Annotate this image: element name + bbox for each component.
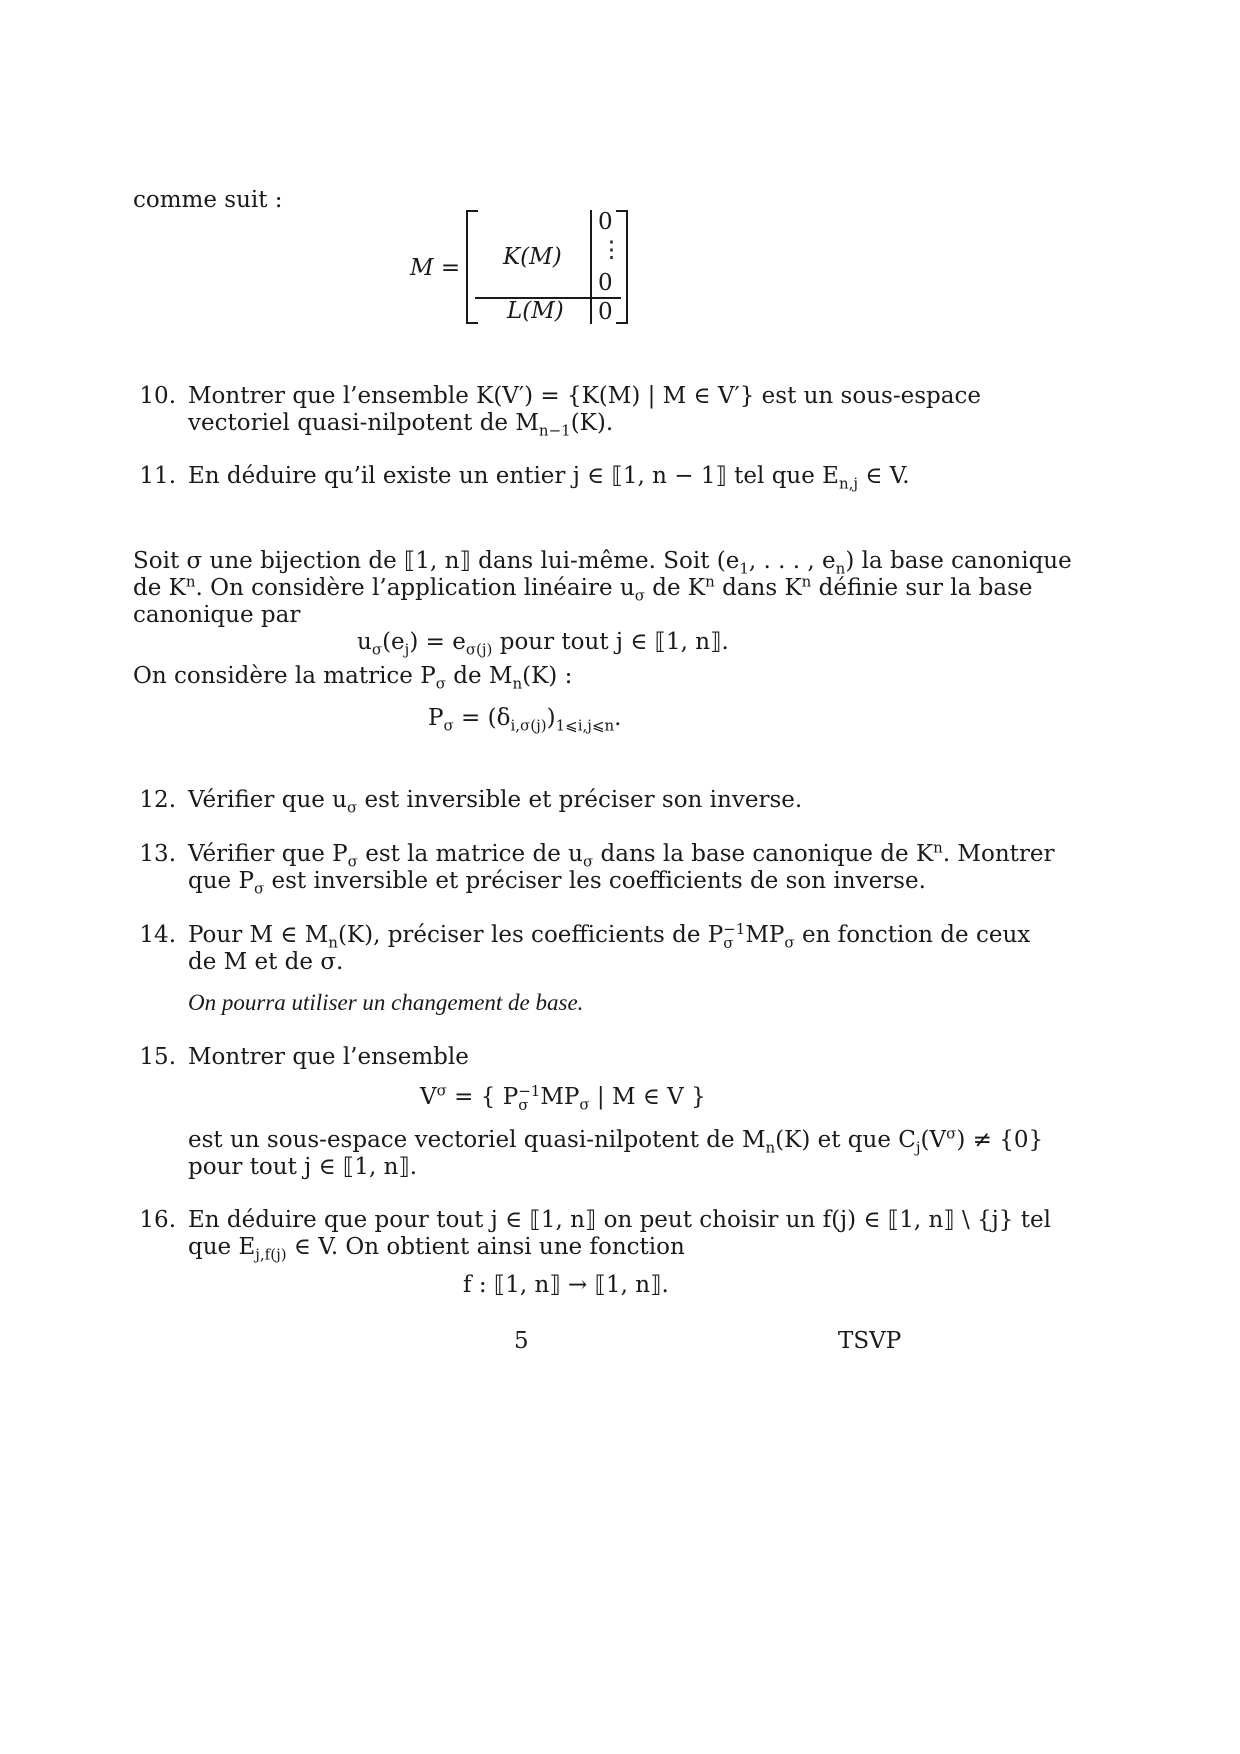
col-entry-dots: ⋮ [600,237,623,263]
item-line: Vérifier que $u_\sigma$ est inversible et préciser son inverse. [188,787,803,817]
item-line: pour tout j ∈ ⟦1, n⟧. [188,1154,418,1180]
item-line: En déduire qu’il existe un entier j ∈ ⟦1, n − 1⟧ tel que $E_{n,j}$ ∈ V. [188,463,910,493]
item-line: Montrer que l’ensemble [188,1044,469,1070]
item-line: Montrer que l’ensemble K(V′) = {K(M) | M ∈ V′} est un sous-espace [188,383,981,409]
item-number: 13. [139,841,176,867]
item-line: vectoriel quasi-nilpotent de $M_{n-1}(K)$. [188,410,614,440]
item-number: 16. [139,1207,176,1233]
item-line: de M et de σ. [188,949,344,975]
item-number: 14. [139,922,176,948]
item-line: que $P_\sigma$ est inversible et préciser les coefficients de son inverse. [188,868,926,898]
item-number: 10. [139,383,176,409]
l-block-label: L(M) [507,298,564,324]
formula-p-sigma: $P_\sigma = (\delta_{i,\sigma(j)})_{1⩽i,j⩽n}$. [428,705,622,735]
item-number: 11. [139,463,176,489]
matrix-vertical-rule [590,210,592,324]
hint-text: On pourra utiliser un changement de base. [188,990,584,1015]
page-number: 5 [514,1328,529,1354]
para-line: de $K^n$. On considère l’application linéaire $u_\sigma$ de $K^n$ dans $K^n$ définie sur la base [133,572,1033,605]
para-line: Soit σ une bijection de ⟦1, n⟧ dans lui-même. Soit ($e_1$, . . . , $e_n$) la base canonique [133,548,1072,578]
intro-text: comme suit : [133,187,283,213]
left-bracket [466,210,478,324]
tsvp-label: TSVP [838,1328,902,1354]
formula-u-sigma: $u_\sigma(e_j) = e_{\sigma(j)}$ pour tout j ∈ ⟦1, n⟧. [357,629,729,659]
para-line: On considère la matrice $P_\sigma$ de $M_n(K)$ : [133,663,573,693]
col-entry-mid: 0 [598,270,613,296]
item-line: que $E_{j,f(j)}$ ∈ V. On obtient ainsi une fonction [188,1234,685,1264]
item-line: En déduire que pour tout j ∈ ⟦1, n⟧ on peut choisir un f(j) ∈ ⟦1, n⟧ \ {j} tel [188,1207,1051,1233]
item-number: 15. [139,1044,176,1070]
item-line: Pour M ∈ $M_n(K)$, préciser les coefficients de P −1 σ $MP_\sigma$ en fonction de ceux [188,920,1031,952]
col-entry-bottom: 0 [598,299,613,325]
formula-v-sigma: $V^\sigma$ = { P −1 σ $MP_\sigma$ | M ∈ V } [420,1081,706,1114]
item-line: est un sous-espace vectoriel quasi-nilpotent de $M_n(K)$ et que $C_j(V^\sigma) \ne \{0\}$ [188,1124,1044,1157]
para-line: canonique par [133,602,301,628]
right-bracket [616,210,628,324]
item-number: 12. [139,787,176,813]
k-block-label: K(M) [503,244,562,270]
col-entry-top: 0 [598,209,613,235]
item-line: Vérifier que $P_\sigma$ est la matrice de $u_\sigma$ dans la base canonique de $K^n$. Montrer [188,838,1055,871]
matrix-lhs: M = [410,255,461,281]
formula-f: f : ⟦1, n⟧ → ⟦1, n⟧. [463,1272,669,1298]
